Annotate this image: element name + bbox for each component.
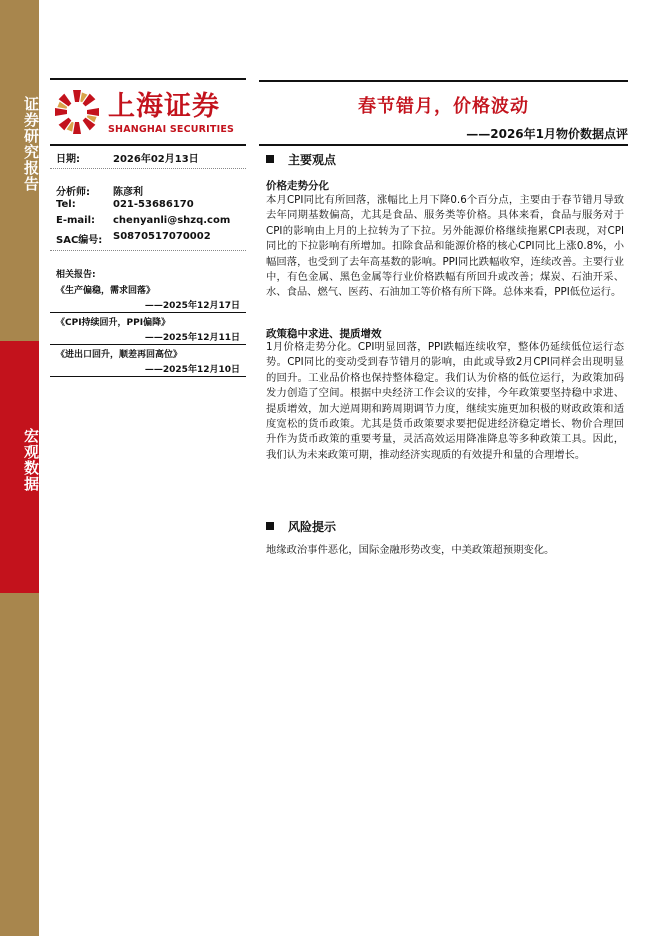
related-report-item[interactable]: 《进出口回升，顺差再回高位》 — [56, 350, 183, 360]
risk-heading-text: 风险提示 — [288, 520, 337, 534]
price-trend-heading: 价格走势分化 — [266, 180, 329, 192]
email-value[interactable]: chenyanli@shzq.com — [113, 215, 231, 226]
email-label: E-mail: — [56, 215, 96, 226]
tel-label: Tel: — [56, 199, 76, 210]
policy-heading: 政策稳中求进、提质增效 — [266, 328, 382, 340]
related-report-date: ——2025年12月11日 — [144, 333, 240, 343]
info-divider — [50, 250, 246, 251]
date-value: 2026年02月13日 — [113, 154, 199, 165]
related-divider — [50, 344, 246, 345]
related-report-item[interactable]: 《生产偏稳，需求回落》 — [56, 286, 156, 296]
risk-heading — [266, 518, 336, 535]
sidebar-bottom-band — [0, 593, 39, 936]
related-report-item[interactable]: 《CPI持续回升，PPI偏降》 — [56, 318, 171, 328]
related-reports-title: 相关报告: — [56, 270, 96, 280]
section-bullet-icon — [266, 522, 274, 530]
price-trend-paragraph: 本月CPI同比有所回落，涨幅比上月下降0.6个百分点，主要由于春节错月导致去年同期基数偏高，尤其是食品、服务类等价格。具体来看，食品与服务对于CPI的影响由上月的上拉转为了下拉。另外能源价格继续拖累CPI表现，对CPI同比的下拉影响有所增加。扣除食品和能源价格的核心CPI同比上涨0.8%，小幅回落，也受到了去年高基数的影响。PPI同比跌幅收窄，连续改善。主要行业中，有色金属、黑色金属等行业价格跌幅有所回升或改善；煤炭、石油开采、水、食品、燃气、医药、石油加工等价格有所下降。总体来看，PPI低位运行。 — [266, 194, 624, 299]
related-report-date: ——2025年12月17日 — [144, 301, 240, 311]
report-title: 春节错月，价格波动 — [358, 96, 529, 117]
sidebar-label-report-type: 证券研究报告 — [22, 96, 40, 192]
info-divider — [50, 168, 246, 169]
policy-paragraph: 1月价格走势分化。CPI明显回落，PPI跌幅连续收窄，整体仍延续低位运行态势。CPI同比的变动受到春节错月的影响，由此或导致2月CPI同样会出现明显的回升。工业品价格也保持整体稳定。我们认为价格的低位运行，为政策加码发力创造了空间。根据中央经济工作会议的安排，今年政策要坚持稳中求进、提质增效，加大逆周期和跨周期调节力度，继续实施更加积极的财政政策和适度宽松的货币政策。尤其是货币政策要求要把促进经济稳定增长、物价合理回升作为货币政策的重要考量，灵活高效运用降准降息等多种政策工具。因此，我们认为未来政策可期，推动经济实现质的有效提升和量的合理增长。 — [266, 341, 624, 461]
logo-emblem-icon — [53, 88, 101, 136]
date-label: 日期: — [56, 154, 80, 165]
company-logo — [50, 78, 246, 146]
sidebar-label-category: 宏观数据 — [22, 428, 40, 492]
analyst-value: 陈彦利 — [113, 187, 143, 198]
analyst-label: 分析师: — [56, 187, 90, 198]
sac-label: SAC编号: — [56, 235, 103, 246]
sac-value: S0870517070002 — [113, 231, 211, 242]
title-bottom-rule — [259, 144, 628, 146]
risk-paragraph: 地缘政治事件恶化，国际金融形势改变，中美政策超预期变化。 — [266, 544, 555, 556]
key-points-heading — [266, 151, 336, 168]
key-points-heading-text: 主要观点 — [288, 153, 337, 167]
logo-name-en: SHANGHAI SECURITIES — [108, 124, 235, 135]
report-subtitle: ——2026年1月物价数据点评 — [466, 127, 628, 141]
tel-value: 021-53686170 — [113, 199, 194, 210]
related-divider — [50, 312, 246, 313]
related-report-date: ——2025年12月10日 — [144, 365, 240, 375]
logo-name-cn: 上海证券 — [108, 91, 220, 122]
title-top-rule — [259, 80, 628, 82]
section-bullet-icon — [266, 155, 274, 163]
related-divider — [50, 376, 246, 377]
